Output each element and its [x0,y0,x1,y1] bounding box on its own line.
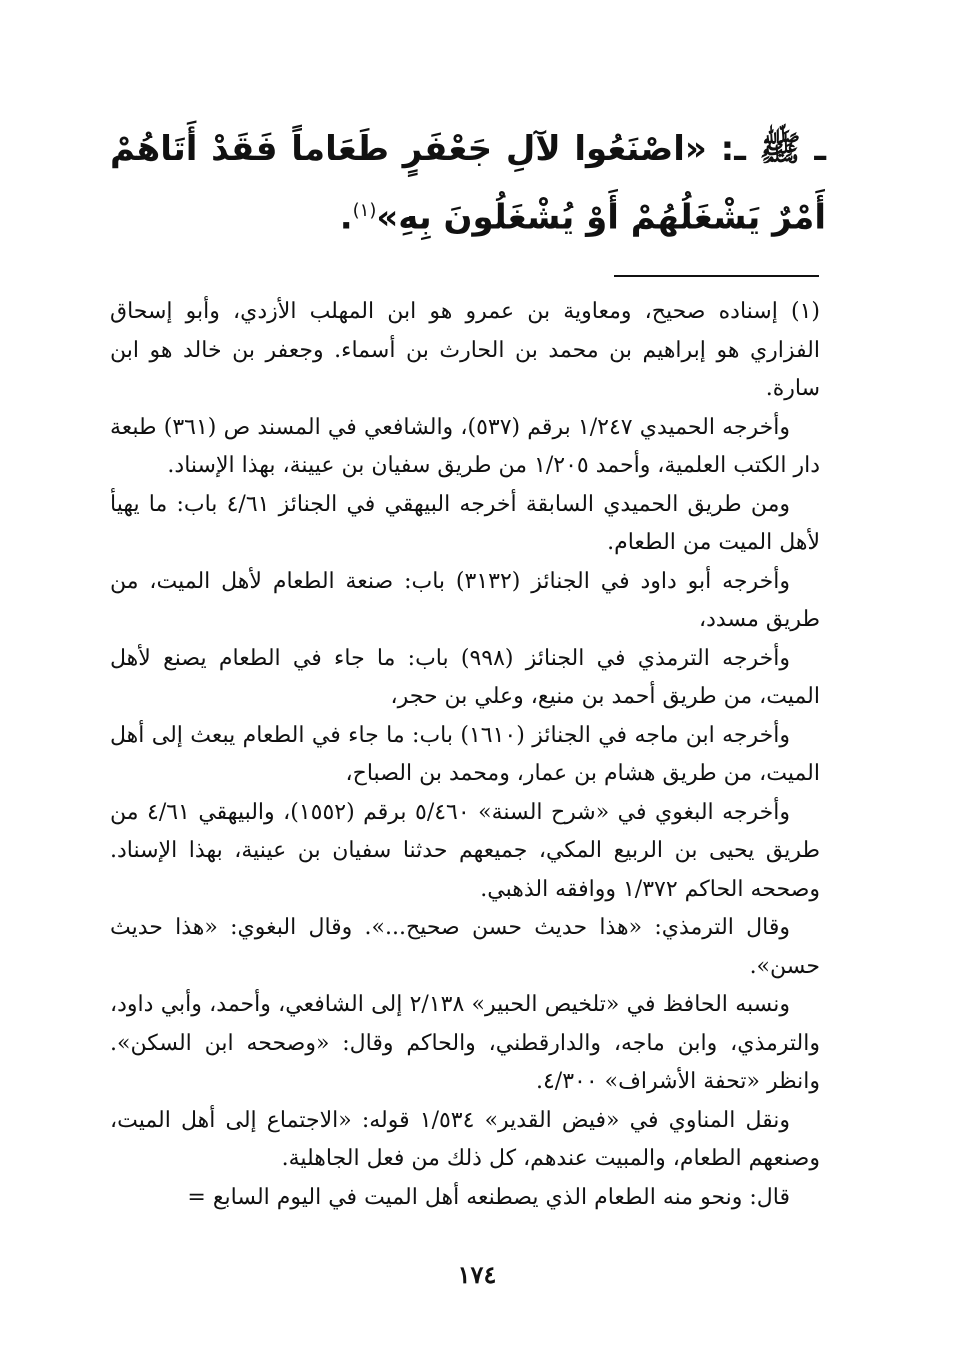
footnote-paragraph: وأخرجه البغوي في «شرح السنة» ٥/٤٦٠ برقم (١٥٥٢)، والبيهقي ٤/٦١ من طريق يحيى بن الربيع المكي، جميعهم حدثنا سفيان بن عينية، بهذا الإسناد. وصححه الحاكم ١/٣٧٢ ووافقه الذهبي. [110,799,820,902]
footnote-marker[interactable]: (١) [352,200,377,221]
footnote-paragraph: ونقل المناوي في «فيض القدير» ١/٥٣٤ قوله: «الاجتماع إلى أهل الميت، وصنعهم الطعام، والمبيت عندهم، كل ذلك من فعل الجاهلية. [110,1107,820,1171]
footnote-paragraph: وأخرجه الحميدي ١/٢٤٧ برقم (٥٣٧)، والشافعي في المسند ص (٣٦١) طبعة دار الكتب العلمية، وأحمد ١/٢٠٥ من طريق سفيان بن عيينة، بهذا الإسناد. [110,414,820,478]
hadith-text [110,118,826,248]
footnote-paragraph: (١) إسناده صحيح، ومعاوية بن عمرو هو ابن المهلب الأزدي، وأبو إسحاق الفزاري هو إبراهيم بن محمد بن الحارث بن أسماء. وجعفر بن خالد هو ابن سارة. [110,299,820,401]
footnote-paragraph: وأخرجه ابن ماجه في الجنائز (١٦١٠) باب: ما جاء في الطعام يبعث إلى أهل الميت، من طريق هشام بن عمار، ومحمد بن الصباح، [110,722,820,786]
hadith-body: ـ ﷺ ـ: «اصْنَعُوا لآلِ جَعْفَرٍ طَعَاماً فَقَدْ أَتَاهُمْ أَمْرٌ يَشْغَلُهُمْ أَوْ يُشْغَلُونَ بِهِ» [110,129,826,238]
main-text [110,118,826,248]
footnote-paragraph: وقال الترمذي: «هذا حديث حسن صحيح...». وقال البغوي: «هذا حديث حسن». [110,915,820,979]
footnote-separator [614,275,819,277]
footnote-paragraph: قال: ونحو منه الطعام الذي يصطنعه أهل الميت في اليوم السابع = [187,1184,790,1210]
page-number: ١٧٤ [457,1260,497,1289]
footnotes [110,293,820,1217]
footnote-paragraph: ونسبه الحافظ في «تلخيص الحبير» ٢/١٣٨ إلى الشافعي، وأحمد، وأبي داود، والترمذي، وابن ماجه، والدارقطني، والحاكم وقال: «وصححه ابن السكن». وانظر «تحفة الأشراف» ٤/٣٠٠. [110,992,820,1094]
footnote-paragraph: وأخرجه أبو داود في الجنائز (٣١٣٢) باب: صنعة الطعام لأهل الميت، من طريق مسدد، [110,568,820,632]
footnote-paragraph: وأخرجه الترمذي في الجنائز (٩٩٨) باب: ما جاء في الطعام يصنع لأهل الميت، من طريق أحمد بن منيع، وعلي بن حجر، [110,645,820,709]
footnote-paragraph: ومن طريق الحميدي السابقة أخرجه البيهقي في الجنائز ٤/٦١ باب: ما يهيأ لأهل الميت من الطعام. [110,491,820,555]
hadith-end: . [339,197,353,238]
